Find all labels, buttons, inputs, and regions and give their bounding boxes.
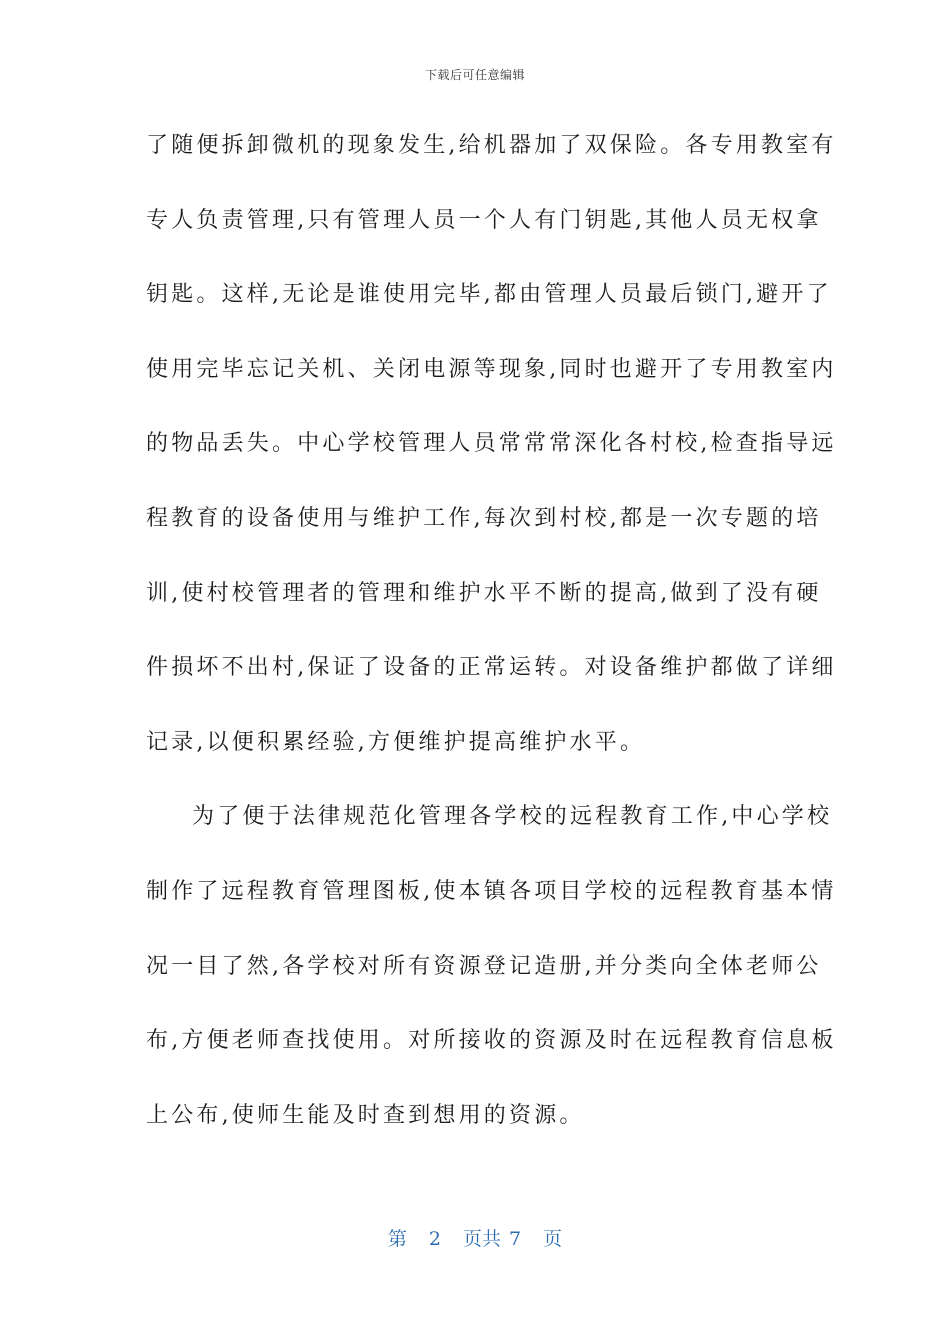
page-suffix: 页 bbox=[543, 1228, 563, 1250]
header-note: 下载后可任意编辑 bbox=[424, 68, 525, 82]
text-line: 上公布,使师生能及时查到想用的资源。 bbox=[146, 1102, 585, 1128]
text-line: 专人负责管理,只有管理人员一个人有门钥匙,其他人员无权拿 bbox=[146, 207, 822, 233]
text-line: 训,使村校管理者的管理和维护水平不断的提高,做到了没有硬 bbox=[146, 580, 822, 606]
text-line: 记录,以便积累经验,方便维护提高维护水平。 bbox=[146, 729, 646, 755]
text-line: 为了便于法律规范化管理各学校的远程教育工作,中心学校 bbox=[192, 804, 833, 830]
text-line: 使用完毕忘记关机、关闭电源等现象,同时也避开了专用教室内 bbox=[146, 356, 837, 382]
document-body bbox=[146, 119, 837, 1163]
page-number-footer bbox=[0, 1224, 950, 1251]
text-line: 制作了远程教育管理图板,使本镇各项目学校的远程教育基本情 bbox=[146, 878, 837, 904]
text-line: 钥匙。这样,无论是谁使用完毕,都由管理人员最后锁门,避开了 bbox=[146, 282, 832, 308]
page-prefix: 第 bbox=[387, 1228, 407, 1250]
text-line: 况一目了然,各学校对所有资源登记造册,并分类向全体老师公 bbox=[146, 953, 822, 979]
current-page-number: 2 bbox=[428, 1228, 441, 1250]
total-pages-number: 7 bbox=[509, 1228, 522, 1250]
text-line: 件损坏不出村,保证了设备的正常运转。对设备维护都做了详细 bbox=[146, 655, 837, 681]
text-line: 了随便拆卸微机的现象发生,给机器加了双保险。各专用教室有 bbox=[146, 133, 837, 158]
text-line: 布,方便老师查找使用。对所接收的资源及时在远程教育信息板 bbox=[146, 1028, 837, 1054]
text-line: 的物品丢失。中心学校管理人员常常常深化各村校,检查指导远 bbox=[146, 431, 837, 457]
text-line: 程教育的设备使用与维护工作,每次到村校,都是一次专题的培 bbox=[146, 505, 822, 531]
page-middle: 页共 bbox=[462, 1228, 501, 1250]
